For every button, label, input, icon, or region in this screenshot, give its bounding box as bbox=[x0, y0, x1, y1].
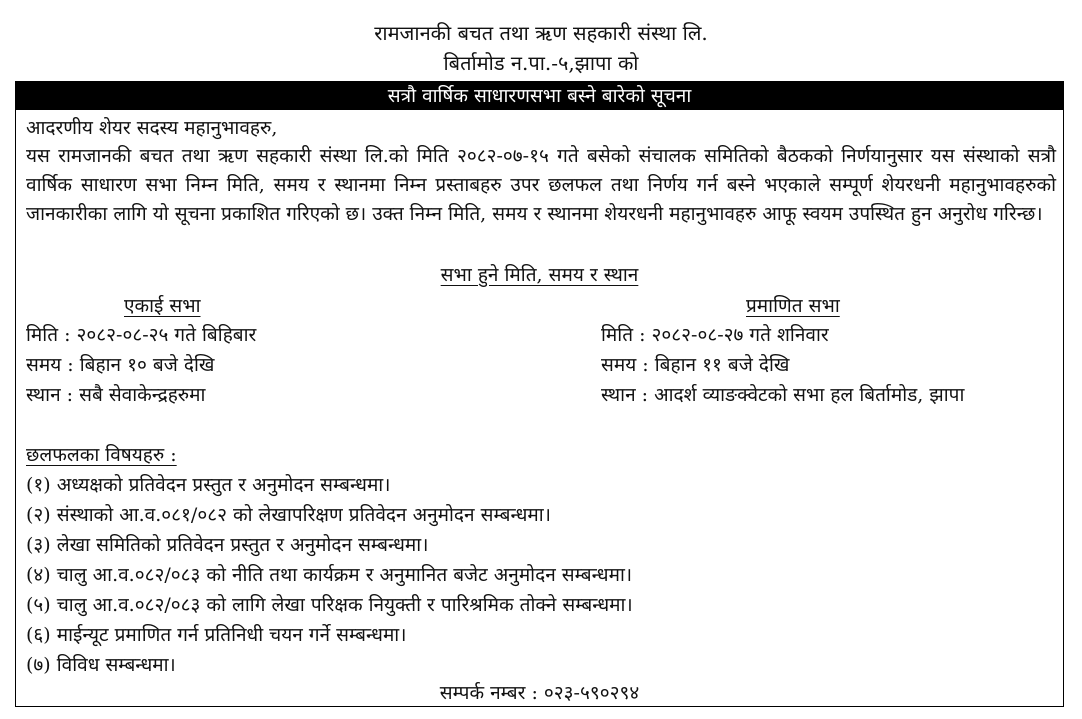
schedule-heading bbox=[16, 262, 1063, 288]
organization-name: रामजानकी बचत तथा ऋण सहकारी संस्था लि. bbox=[374, 21, 708, 45]
unit-meeting-date: मिति : २०८२-०८-२५ गते बिहिबार bbox=[26, 324, 257, 346]
general-meeting-heading-text: प्रमाणित सभा bbox=[746, 295, 840, 317]
general-meeting-heading bbox=[746, 293, 840, 319]
contact-number: सम्पर्क नम्बर : ०२३-५९०२९४ bbox=[439, 682, 640, 704]
agenda-item-3: (३) लेखा समितिको प्रतिवेदन प्रस्तुत र अनुमोदन सम्बन्धमा। bbox=[26, 534, 429, 556]
salutation: आदरणीय शेयर सदस्य महानुभावहरु, bbox=[26, 117, 278, 139]
unit-meeting-heading-text: एकाई सभा bbox=[124, 295, 201, 317]
agenda-heading-text: छलफलका विषयहरु : bbox=[26, 444, 177, 466]
notice-box bbox=[15, 81, 1064, 707]
general-meeting-place: स्थान : आदर्श व्याङक्वेटको सभा हल बिर्तामोड, झापा bbox=[601, 384, 965, 406]
schedule-heading-text: सभा हुने मिति, समय र स्थान bbox=[440, 264, 639, 286]
notice-body: यस रामजानकी बचत तथा ऋण सहकारी संस्था लि.को मिति २०८२-०७-१५ गते बसेको संचालक समितिको बैठकको निर्णयानुसार यस संस्थाको सत्रौ वार्षिक साधारण सभा निम्न मिति, समय र स्थानमा निम्न प्रस्ताबहरु उपर छलफल तथा निर्णय गर्न बस्ने भएकाले सम्पूर्ण शेयरधनी महानुभावहरुको जानकारीका लागि यो सूचना प्रकाशित गरिएको छ। उक्त निम्न मिति, समय र स्थानमा शेयरधनी महानुभावहरु आफू स्वयम उपस्थित हुन अनुरोध गरिन्छ। bbox=[26, 145, 1056, 225]
agenda-item-4: (४) चालु आ.व.०८२/०८३ को नीति तथा कार्यक्रम र अनुमानित बजेट अनुमोदन सम्बन्धमा। bbox=[26, 564, 633, 586]
agenda-item-1: (१) अध्यक्षको प्रतिवेदन प्रस्तुत र अनुमोदन सम्बन्धमा। bbox=[26, 474, 391, 496]
agenda-heading bbox=[26, 442, 177, 468]
agenda-item-6: (६) माईन्यूट प्रमाणित गर्न प्रतिनिधी चयन गर्ने सम्बन्धमा। bbox=[26, 624, 407, 646]
organization-address: बिर्तामोड न.पा.-५,झापा को bbox=[443, 51, 639, 75]
agenda-item-5: (५) चालु आ.व.०८२/०८३ को लागि लेखा परिक्षक नियुक्ती र पारिश्रमिक तोक्ने सम्बन्धमा। bbox=[26, 594, 633, 616]
unit-meeting-time: समय : बिहान १० बजे देखि bbox=[26, 354, 215, 376]
unit-meeting-heading bbox=[124, 293, 201, 319]
notice-title: सत्रौ वार्षिक साधारणसभा बस्ने बारेको सूचना bbox=[16, 82, 1063, 110]
unit-meeting-place: स्थान : सबै सेवाकेन्द्रहरुमा bbox=[26, 384, 206, 406]
agenda-item-7: (७) विविध सम्बन्धमा। bbox=[26, 654, 176, 676]
general-meeting-date: मिति : २०८२-०८-२७ गते शनिवार bbox=[601, 324, 829, 346]
agenda-item-2: (२) संस्थाको आ.व.०८१/०८२ को लेखापरिक्षण प्रतिवेदन अनुमोदन सम्बन्धमा। bbox=[26, 504, 551, 526]
general-meeting-time: समय : बिहान ११ बजे देखि bbox=[601, 354, 790, 376]
